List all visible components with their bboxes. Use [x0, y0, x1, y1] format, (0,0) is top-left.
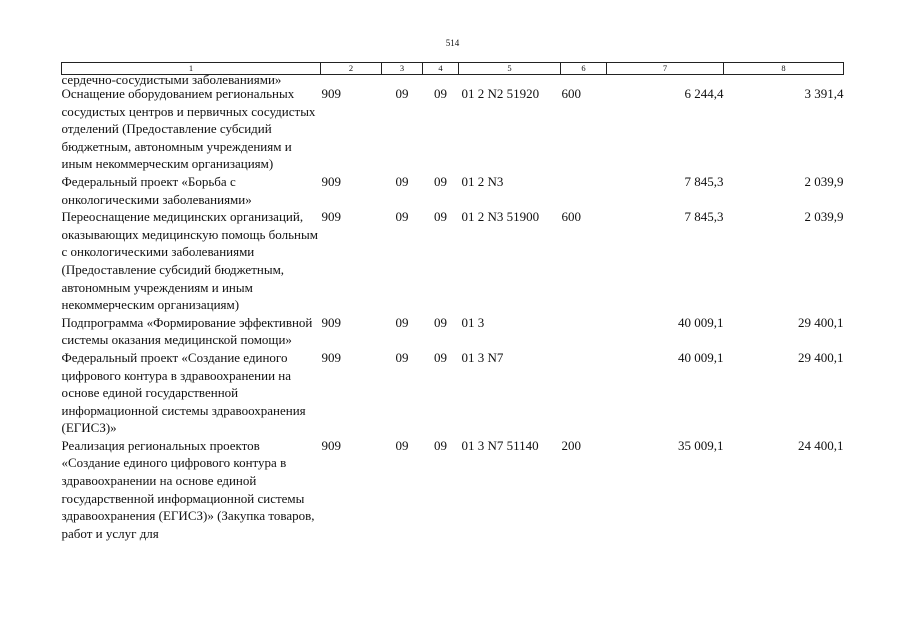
admin-code: 909: [321, 86, 341, 101]
column-header: 8: [724, 63, 844, 75]
amount-col7: 6 244,4: [684, 86, 724, 101]
section-code: 09: [395, 349, 409, 365]
row-name: Федеральный проект «Борьба с онкологическими заболеваниями»: [61, 173, 252, 207]
row-name: Переоснащение медицинских организаций, оказывающих медицинскую помощь больным с онкологическими заболеваниями (Предоставление субсидий бюджетным, автономным учреждениям и иным некоммерческим организациям): [61, 209, 318, 313]
subsection-code: 09: [434, 209, 447, 225]
target-article-code: 01 2 N3 51900: [461, 209, 540, 225]
amount-col7: 7 845,3: [684, 209, 724, 225]
column-header: 6: [561, 63, 607, 75]
row-name: Федеральный проект «Создание единого цифрового контура в здравоохранении на основе единой государственной информационной системы здравоохранения (ЕГИСЗ)»: [61, 349, 306, 436]
admin-code: 909: [321, 173, 341, 189]
row-name: Реализация региональных проектов «Создание единого цифрового контура в здравоохранении на основе единой государственной информационной системы здравоохранения (ЕГИСЗ)» (Закупка товаров, работ и услуг для: [61, 437, 315, 541]
expense-type-code: 600: [561, 86, 581, 101]
section-code: 09: [395, 209, 409, 225]
subsection-code: 09: [434, 86, 447, 101]
column-header: 1: [62, 63, 321, 75]
row-name: Оснащение оборудованием региональных сосудистых центров и первичных сосудистых отделений (Предоставление субсидий бюджетным, автономным учреждениям и иным некоммерческим организациям): [61, 86, 316, 172]
section-code: 09: [395, 173, 409, 189]
amount-col7: 40 009,1: [678, 314, 724, 330]
expense-type-code: 200: [561, 437, 581, 453]
expense-type-code: [561, 349, 607, 437]
page-number: 514: [445, 38, 460, 48]
section-code: 09: [395, 437, 409, 453]
target-article-code: 01 3 N7 51140: [461, 437, 539, 453]
admin-code: 909: [321, 437, 341, 453]
subsection-code: 09: [434, 314, 447, 330]
target-article-code: 01 3: [461, 314, 485, 330]
admin-code: 909: [321, 314, 341, 330]
amount-col8: 2 039,9: [804, 173, 844, 189]
target-article-code: 01 2 N3: [461, 173, 504, 189]
table-row: [62, 208, 844, 314]
subsection-code: 09: [434, 349, 447, 365]
amount-col7: 40 009,1: [678, 349, 724, 365]
target-article-code: 01 3 N7: [461, 349, 504, 365]
table-row-carryover: [62, 75, 844, 86]
admin-code: 909: [321, 209, 341, 225]
target-article-code: 01 2 N2 51920: [461, 86, 540, 101]
amount-col8: 29 400,1: [798, 349, 844, 365]
column-header: 2: [321, 63, 382, 75]
subsection-code: 09: [434, 437, 447, 453]
row-name: Подпрограмма «Формирование эффективной системы оказания медицинской помощи»: [61, 314, 313, 348]
expense-type-code: 600: [561, 209, 581, 225]
amount-col7: 7 845,3: [684, 173, 724, 189]
amount-col8: 29 400,1: [798, 314, 844, 330]
amount-col8: 2 039,9: [804, 209, 844, 225]
column-header: 4: [423, 63, 459, 75]
table-row: [62, 173, 844, 208]
section-code: 09: [395, 314, 409, 330]
subsection-code: 09: [434, 173, 447, 189]
amount-col8: 24 400,1: [798, 437, 844, 453]
table-row: [62, 349, 844, 437]
budget-table: [61, 62, 844, 542]
expense-type-code: [561, 173, 607, 208]
admin-code: 909: [321, 349, 341, 365]
amount-col7: 35 009,1: [678, 437, 724, 453]
carryover-text: сердечно-сосудистыми заболеваниями»: [61, 72, 282, 87]
column-header: 7: [607, 63, 724, 75]
table-row: [62, 85, 844, 173]
table-row: [62, 437, 844, 543]
amount-col8: 3 391,4: [804, 86, 844, 101]
column-header: 5: [459, 63, 561, 75]
column-header: 3: [382, 63, 423, 75]
section-code: 09: [395, 86, 409, 101]
table-row: [62, 314, 844, 349]
expense-type-code: [561, 314, 607, 349]
